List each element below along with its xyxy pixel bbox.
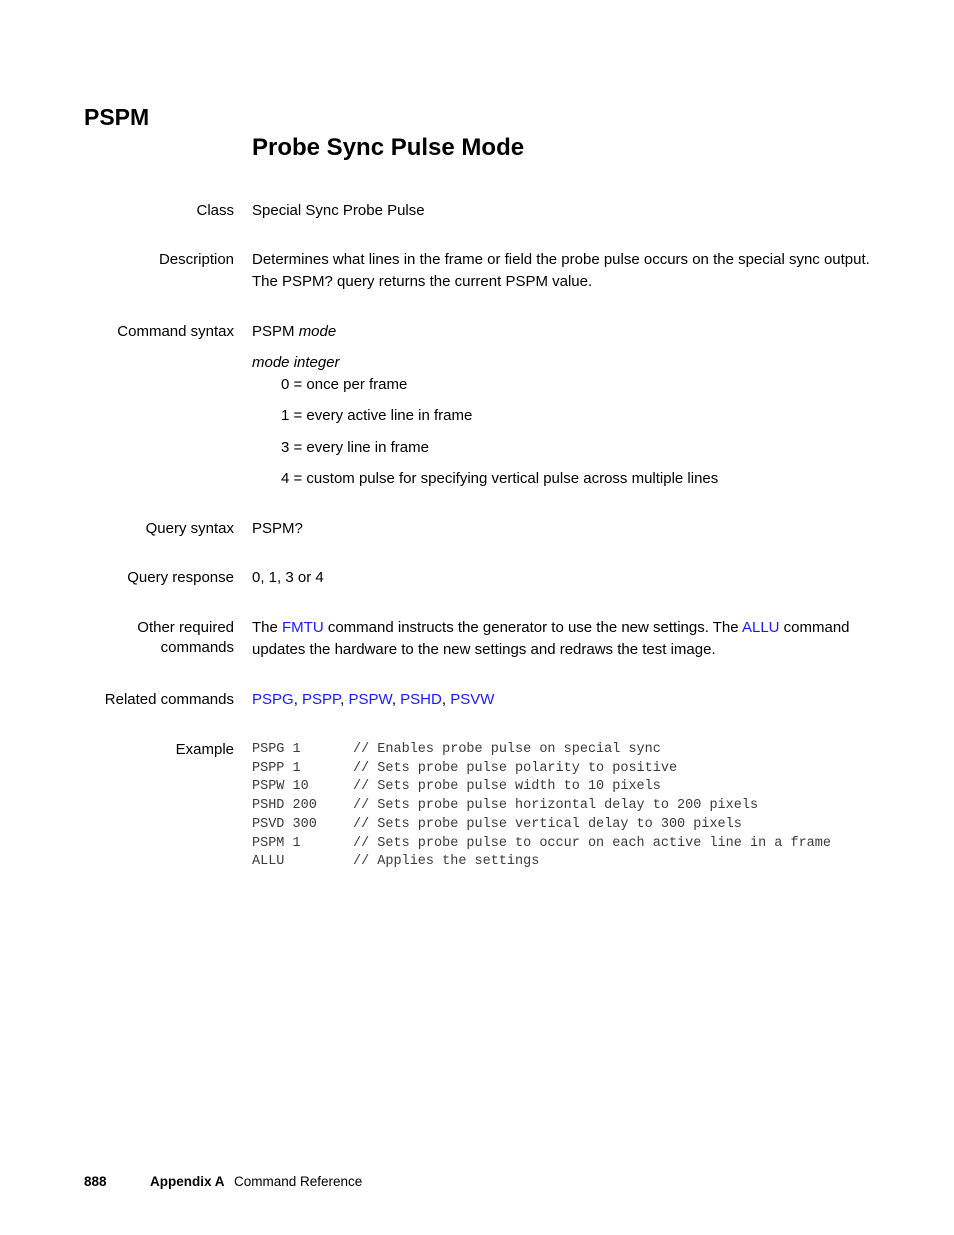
mode-option: 0 = once per frame — [281, 376, 408, 393]
other-required-label — [34, 618, 234, 658]
code-comment: // Sets probe pulse to occur on each active line in a frame — [353, 835, 831, 851]
class-label: Class — [196, 202, 234, 219]
description-label: Description — [158, 251, 234, 268]
other-required-text-before: The — [252, 619, 283, 636]
code-command: PSPM 1 — [252, 835, 301, 851]
code-line — [252, 797, 831, 816]
related-commands-list — [252, 689, 882, 711]
query-response-label: Query response — [127, 569, 234, 586]
query-syntax-value: PSPM? — [252, 520, 303, 537]
syntax-command: PSPM — [252, 323, 295, 340]
mode-option: 4 = custom pulse for specifying vertical pulse across multiple lines — [281, 470, 719, 487]
code-command: PSPP 1 — [252, 760, 301, 776]
related-link-pspp[interactable]: PSPP — [302, 691, 341, 708]
code-comment: // Sets probe pulse polarity to positive — [353, 760, 678, 776]
allu-link[interactable]: ALLU — [741, 619, 780, 636]
command-syntax-label: Command syntax — [117, 323, 234, 340]
example-label: Example — [175, 741, 234, 758]
description-text: Determines what lines in the frame or field the probe pulse occurs on the special sync output. The PSPM? query returns the current PSPM value. — [252, 251, 870, 290]
param-definition: mode integer — [252, 354, 340, 371]
query-response-value: 0, 1, 3 or 4 — [252, 569, 324, 586]
other-required-text — [252, 617, 882, 661]
fmtu-link[interactable]: FMTU — [282, 619, 324, 636]
code-command: PSVD 300 — [252, 816, 317, 832]
command-syntax-value — [252, 321, 882, 343]
code-comment: // Sets probe pulse horizontal delay to 200 pixels — [353, 798, 759, 814]
other-required-text-middle: command instructs the generator to use the new settings. The — [323, 619, 742, 636]
class-value: Special Sync Probe Pulse — [252, 202, 425, 219]
command-title: Probe Sync Pulse Mode — [252, 134, 525, 161]
other-required-label-line1: Other required — [137, 619, 234, 636]
separator: , — [441, 691, 451, 708]
code-line — [252, 816, 831, 835]
code-line — [252, 853, 831, 872]
code-command: PSPW 10 — [252, 779, 309, 795]
example-code-block — [252, 741, 831, 872]
syntax-param: mode — [298, 323, 337, 340]
code-comment: // Sets probe pulse vertical delay to 300 pixels — [353, 816, 742, 832]
related-link-psvw[interactable]: PSVW — [450, 691, 495, 708]
code-line — [252, 741, 831, 760]
code-comment: // Sets probe pulse width to 10 pixels — [353, 779, 661, 795]
code-comment: // Enables probe pulse on special sync — [353, 742, 661, 757]
related-link-pspw[interactable]: PSPW — [348, 691, 392, 708]
related-link-pshd[interactable]: PSHD — [400, 691, 442, 708]
related-link-pspg[interactable]: PSPG — [252, 691, 294, 708]
separator: , — [391, 691, 401, 708]
related-commands-label: Related commands — [104, 691, 234, 708]
code-command: PSPG 1 — [252, 742, 301, 757]
other-required-label-line2: commands — [160, 639, 234, 656]
code-command: ALLU — [252, 854, 285, 870]
code-line — [252, 778, 831, 797]
page-number: 888 — [84, 1174, 107, 1189]
command-name: PSPM — [84, 104, 150, 130]
code-comment: // Applies the settings — [353, 854, 540, 870]
mode-option: 1 = every active line in frame — [281, 407, 473, 424]
separator: , — [293, 691, 303, 708]
separator: , — [340, 691, 349, 708]
other-required-text-after: command updates the hardware to the new settings and redraws the test image. — [252, 619, 850, 658]
code-line — [252, 760, 831, 779]
query-syntax-label: Query syntax — [145, 520, 234, 537]
code-line — [252, 835, 831, 854]
footer-section: Command Reference — [234, 1174, 363, 1189]
mode-option: 3 = every line in frame — [281, 439, 429, 456]
code-command: PSHD 200 — [252, 798, 317, 814]
footer-appendix: Appendix A — [150, 1174, 225, 1189]
